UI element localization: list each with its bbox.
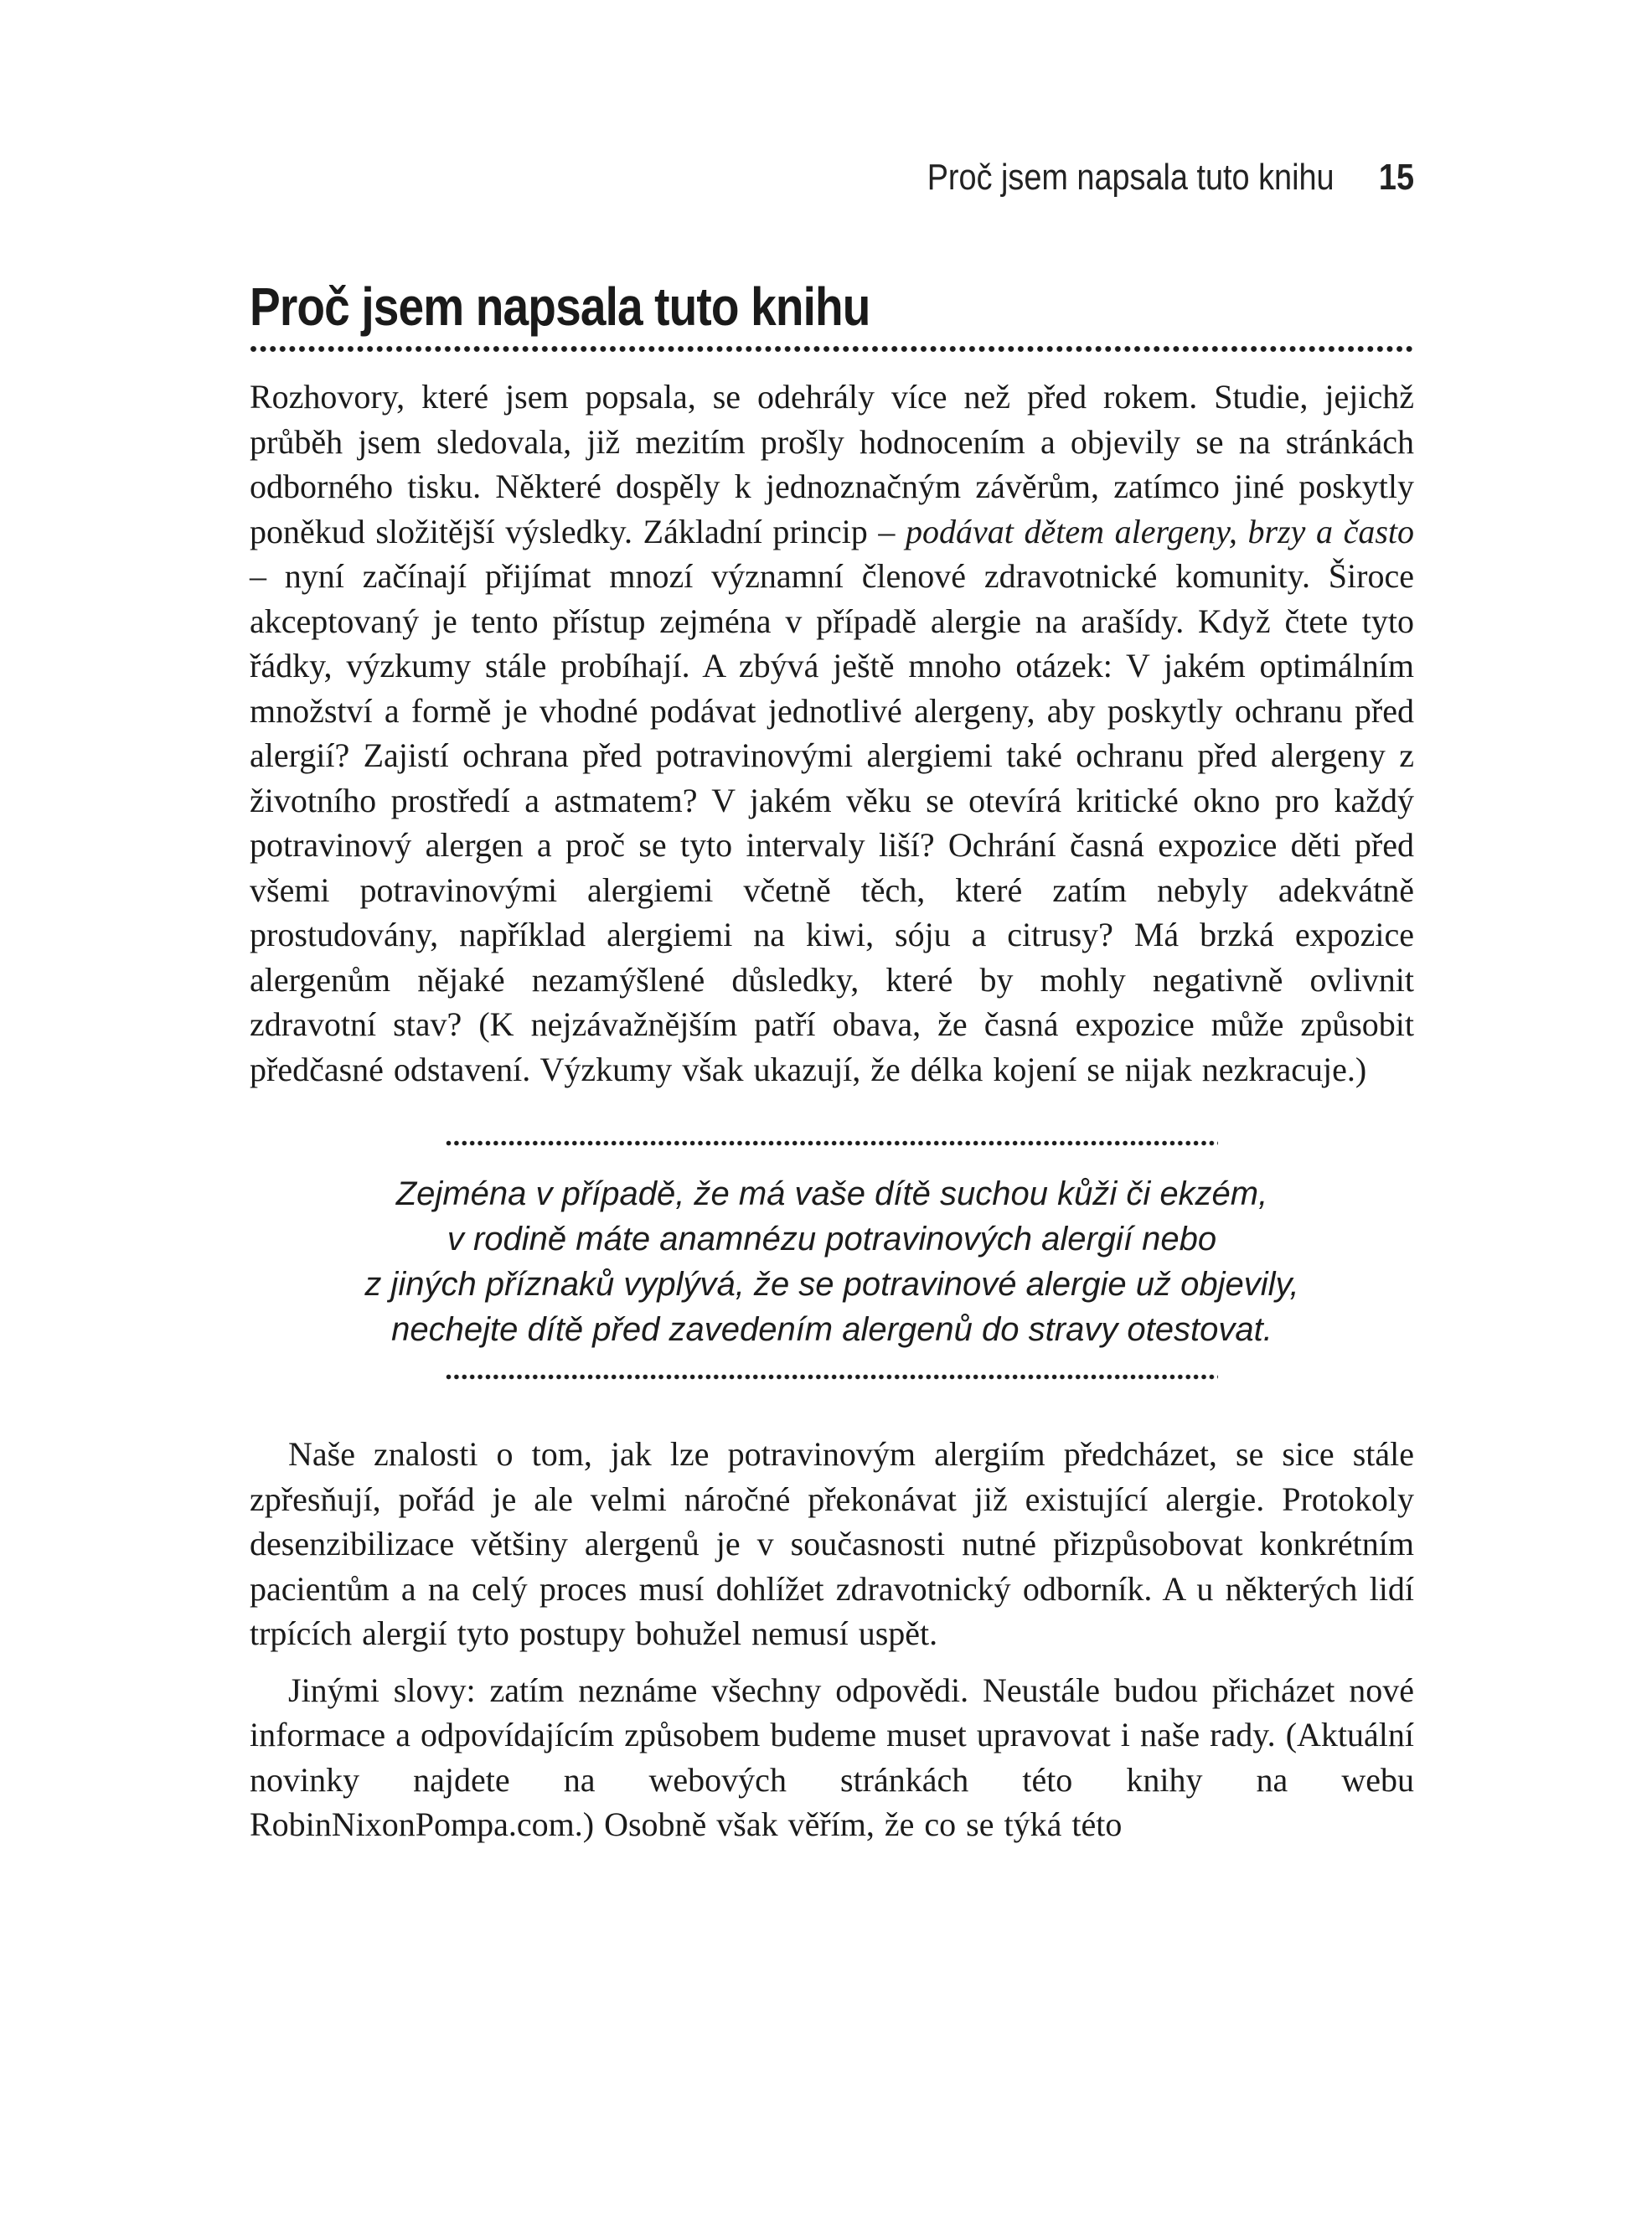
quote-line-3: z jiných příznaků vyplývá, že se potravinové alergie už objevily, xyxy=(364,1266,1299,1303)
paragraph-1-text-continued: – nyní začínají přijímat mnozí významní členové zdravotnické komunity. Široce akceptovaný je tento přístup zejména v případě alergie na arašídy. Když čtete tyto řádky, výzkumy stále probíhají. A zbývá ještě mnoho otázek: V jakém optimálním množství a formě je vhodné podávat jednotlivé alergeny, aby poskytly ochranu před alergií? Zajistí ochrana před potravinovými alergiemi také ochranu před alergeny z životního prostředí a astmatem? V jakém věku se otevírá kritické okno pro každý potravinový alergen a proč se tyto intervaly liší? Ochrání časná expozice děti před všemi potravinovými alergiemi včetně těch, které zatím nebyly adekvátně prostudovány, například alergiemi na kiwi, sóju a citrusy? Má brzká expozice alergenům nějaké nezamýšlené důsledky, které by mohly negativně ovlivnit zdravotní stav? (K nejzávažnějším patří obava, že časná expozice může způsobit předčasné odstavení. Výzkumy však ukazují, že délka kojení se nijak nezkracuje.) xyxy=(250,557,1414,1088)
paragraph-3-text: Jinými slovy: zatím neznáme všechny odpovědi. Neustále budou přicházet nové informace a odpovídajícím způsobem budeme muset upravovat i naše rady. (Aktuální novinky najdete na webových stránkách této knihy na webu RobinNixonPompa.com.) Osobně však věřím, že co se týká této xyxy=(250,1671,1414,1843)
title-dotted-rule xyxy=(250,345,1414,353)
paragraph-1-text: Rozhovory, které jsem popsala, se odehrály více než před rokem. Studie, jejichž průběh jsem sledovala, již mezitím prošly hodnocením a objevily se na stránkách odborného tisku. Některé dospěly k jednoznačným závěrům, zatímco jiné poskytly poněkud složitější výsledky. Základní princip – xyxy=(250,378,1414,550)
paragraph-2-text: Naše znalosti o tom, jak lze potravinovým alergiím předcházet, se sice stále zpřesňují, pořád je ale velmi náročné překonávat již existující alergie. Protokoly desenzibilizace většiny alergenů je v současnosti nutné přizpůsobovat konkrétním pacientům a na celý proces musí dohlížet zdravotnický odborník. A u některých lidí trpících alergií tyto postupy bohužel nemusí uspět. xyxy=(250,1435,1414,1652)
paragraph-1-emphasis: podávat dětem alergeny, brzy a často xyxy=(905,512,1414,550)
paragraph-2 xyxy=(250,1432,1414,1656)
running-header-chapter: Proč jsem napsala tuto knihu xyxy=(927,157,1335,198)
quote-line-1: Zejména v případě, že má vaše dítě suchou kůži či ekzém, xyxy=(395,1175,1268,1212)
paragraph-3 xyxy=(250,1668,1414,1847)
pull-quote xyxy=(250,1140,1414,1380)
text-column xyxy=(250,278,1414,1847)
section-title: Proč jsem napsala tuto knihu xyxy=(250,276,870,337)
quote-dotted-rule-bottom xyxy=(446,1374,1218,1380)
quote-line-4: nechejte dítě před zavedením alergenů do stravy otestovat. xyxy=(391,1311,1273,1348)
running-header xyxy=(413,158,1414,198)
quote-text xyxy=(250,1171,1414,1352)
page-number: 15 xyxy=(1378,157,1414,198)
quote-line-2: v rodině máte anamnézu potravinových alergií nebo xyxy=(447,1221,1217,1258)
paragraph-1 xyxy=(250,374,1414,1092)
quote-dotted-rule-top xyxy=(446,1140,1218,1146)
